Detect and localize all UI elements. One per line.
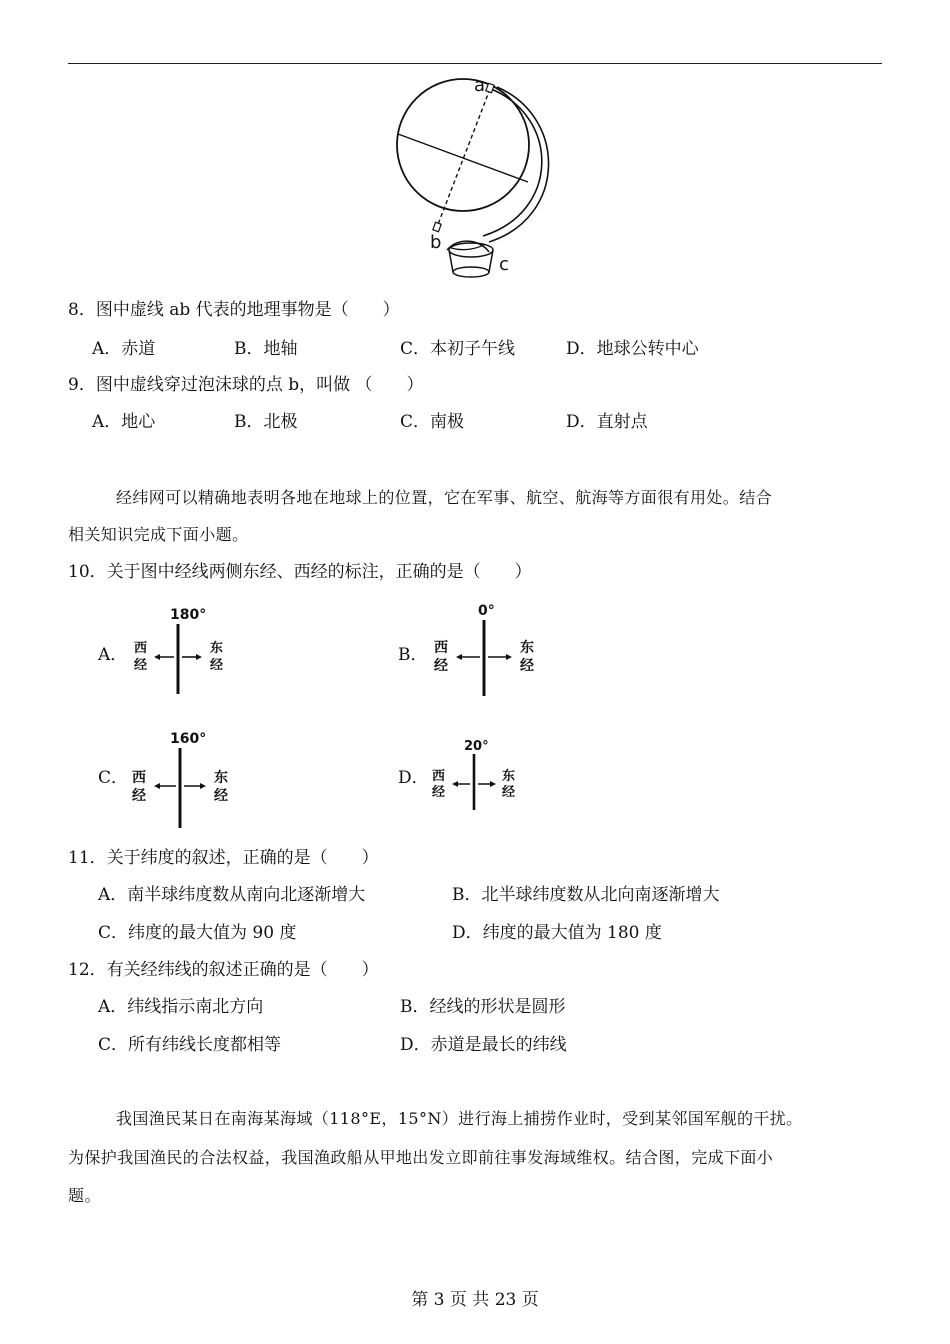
q8-option-b[interactable]: B．地轴 [234, 339, 298, 359]
west-label-char2: 经 [432, 785, 446, 800]
q12-option-b[interactable]: B．经线的形状是圆形 [400, 997, 566, 1017]
q10-option-b-letter[interactable]: B． [398, 645, 428, 665]
west-label-char2: 经 [132, 788, 146, 804]
q9-option-b[interactable]: B．北极 [234, 412, 298, 432]
q11-option-b[interactable]: B．北半球纬度数从北向南逐渐增大 [452, 885, 720, 905]
q12-option-c[interactable]: C．所有纬线长度都相等 [98, 1035, 282, 1055]
degree-label: 0° [478, 603, 495, 619]
q11-option-c[interactable]: C．纬度的最大值为 90 度 [98, 923, 297, 943]
east-arrow-icon [200, 783, 206, 789]
east-label-char1: 东 [214, 770, 228, 786]
west-label-char1: 西 [132, 770, 146, 786]
q10-stem: 10．关于图中经线两侧东经、西经的标注，正确的是（ ） [68, 562, 532, 582]
label-b: b [430, 232, 442, 253]
q9-option-a[interactable]: A．地心 [92, 412, 156, 432]
q8-option-c[interactable]: C．本初子午线 [400, 339, 516, 359]
q12-stem: 12．有关经纬线的叙述正确的是（ ） [68, 960, 379, 980]
east-label-char2: 经 [210, 658, 224, 673]
west-label-char1: 西 [434, 640, 448, 656]
label-a: a [474, 75, 486, 96]
east-label-char1: 东 [502, 769, 516, 784]
globe-meridian-ring [483, 89, 542, 236]
passage2-line1: 我国渔民某日在南海某海域（118°E，15°N）进行海上捕捞作业时，受到某邻国军舰的干扰。 [116, 1109, 803, 1128]
west-arrow-icon [154, 783, 160, 789]
q11-option-d[interactable]: D．纬度的最大值为 180 度 [452, 923, 662, 943]
east-label-char2: 经 [214, 788, 228, 804]
header-rule [68, 63, 882, 64]
globe-figure [385, 72, 555, 282]
q9-stem: 9．图中虚线穿过泡沫球的点 b，叫做 （ ） [68, 375, 424, 395]
east-arrow-icon [490, 781, 496, 787]
globe-stand-base-top [449, 243, 493, 257]
q10-option-c-figure[interactable] [126, 722, 242, 830]
axis-ab-dashed [437, 89, 490, 227]
page-number-footer: 第 3 页 共 23 页 [411, 1290, 539, 1310]
q12-option-d[interactable]: D．赤道是最长的纬线 [400, 1035, 567, 1055]
east-label-char2: 经 [520, 658, 534, 674]
q12-option-a[interactable]: A．纬线指示南北方向 [98, 997, 264, 1017]
east-label-char1: 东 [520, 640, 534, 656]
passage1-line2: 相关知识完成下面小题。 [68, 525, 249, 544]
q10-option-c-letter[interactable]: C． [98, 768, 129, 788]
west-arrow-icon [154, 654, 160, 660]
west-label-char1: 西 [432, 769, 446, 784]
east-arrow-icon [506, 654, 512, 660]
q10-option-d-letter[interactable]: D． [398, 768, 429, 788]
q11-option-a[interactable]: A．南半球纬度数从南向北逐渐增大 [98, 885, 366, 905]
q10-option-d-figure[interactable] [426, 734, 526, 814]
degree-label: 180° [170, 607, 207, 623]
east-label-char1: 东 [210, 641, 224, 656]
q11-stem: 11．关于纬度的叙述，正确的是（ ） [68, 848, 379, 868]
east-arrow-icon [196, 654, 202, 660]
passage1-line1: 经纬网可以精确地表明各地在地球上的位置，它在军事、航空、航海等方面很有用处。结合 [116, 488, 773, 507]
q10-option-a-letter[interactable]: A． [98, 645, 128, 665]
west-label-char2: 经 [134, 658, 148, 673]
q8-option-a[interactable]: A．赤道 [92, 339, 156, 359]
passage2-line2: 为保护我国渔民的合法权益，我国渔政船从甲地出发立即前往事发海域维权。结合图，完成下面小 [68, 1148, 774, 1167]
q8-stem: 8．图中虚线 ab 代表的地理事物是（ ） [68, 300, 400, 320]
east-label-char2: 经 [502, 785, 516, 800]
q8-option-d[interactable]: D．地球公转中心 [566, 339, 699, 359]
degree-label: 20° [464, 739, 489, 754]
degree-label: 160° [170, 731, 207, 747]
west-arrow-icon [452, 781, 458, 787]
globe-stand-base-bottom [453, 267, 489, 277]
q10-option-b-figure[interactable] [426, 596, 546, 700]
west-arrow-icon [456, 654, 462, 660]
west-label-char1: 西 [134, 641, 148, 656]
q9-option-c[interactable]: C．南极 [400, 412, 465, 432]
globe-equator-line [398, 134, 528, 182]
passage2-line3: 题。 [68, 1186, 101, 1205]
label-c: c [499, 254, 509, 275]
west-label-char2: 经 [434, 658, 448, 674]
q9-option-d[interactable]: D．直射点 [566, 412, 648, 432]
q10-option-a-figure[interactable] [126, 600, 236, 696]
